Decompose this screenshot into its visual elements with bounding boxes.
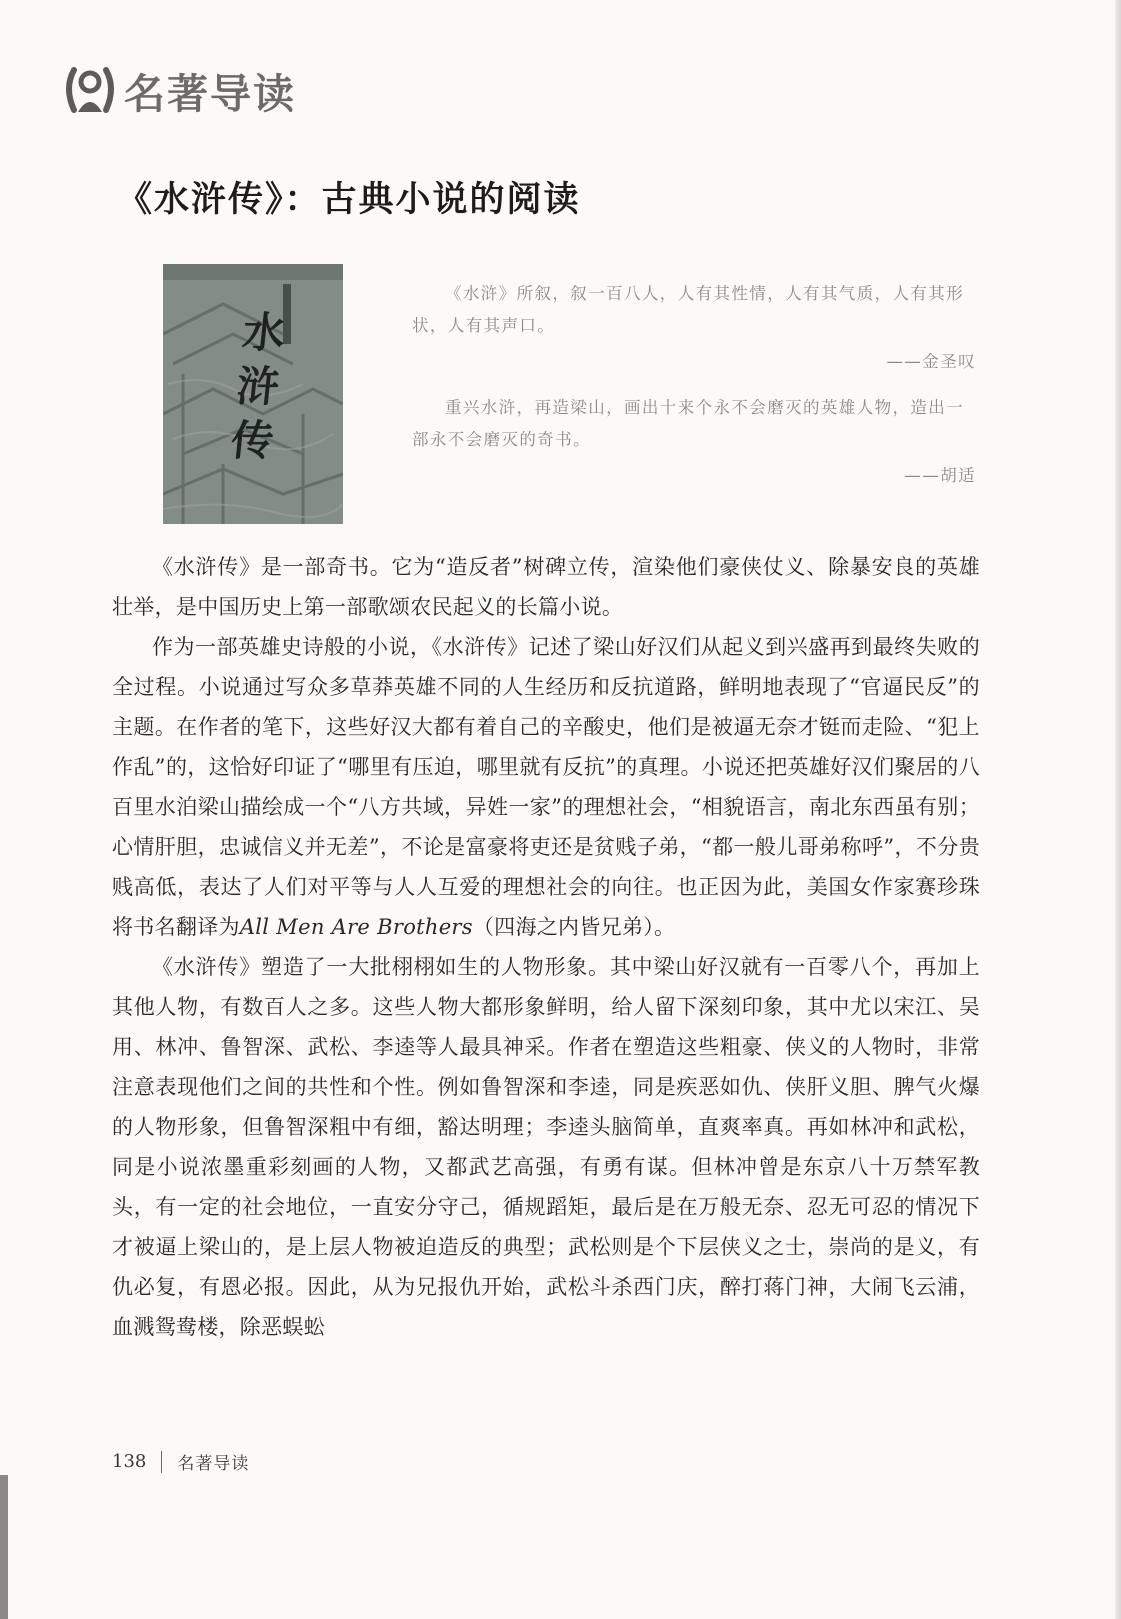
footer-divider <box>161 1451 162 1473</box>
paragraph-text: （四海之内皆兄弟）。 <box>472 915 676 939</box>
reading-book-icon <box>60 62 120 118</box>
page-binding-shadow <box>0 1475 8 1619</box>
page-number: 138 <box>112 1451 147 1472</box>
body-text <box>112 547 980 1347</box>
paragraph: 《水浒传》是一部奇书。它为“造反者”树碑立传，渲染他们豪侠仗义、除暴安良的英雄壮举，是中国历史上第一部歌颂农民起义的长篇小说。 <box>112 555 980 619</box>
paragraph: 《水浒传》塑造了一大批栩栩如生的人物形象。其中梁山好汉就有一百零八个，再加上其他人物，有数百人之多。这些人物大都形象鲜明，给人留下深刻印象，其中尤以宋江、吴用、林冲、鲁智深、武松、李逵等人最具神采。作者在塑造这些粗豪、侠义的人物时，非常注意表现他们之间的共性和个性。例如鲁智深和李逵，同是疾恶如仇、侠肝义胆、脾气火爆的人物形象，但鲁智深粗中有细，豁达明理；李逵头脑简单，直爽率真。再如林冲和武松，同是小说浓墨重彩刻画的人物，又都武艺高强，有勇有谋。但林冲曾是东京八十万禁军教头，有一定的社会地位，一直安分守己，循规蹈矩，最后是在万般无奈、忍无可忍的情况下才被逼上梁山的，是上层人物被迫造反的典型；武松则是个下层侠义之士，崇尚的是义，有仇必复，有恩必报。因此，从为兄报仇开始，武松斗杀西门庆，醉打蒋门神，大闹飞云浦，血溅鸳鸯楼，除恶蜈蚣 <box>112 955 980 1339</box>
page-edge-shadow <box>1115 0 1121 1619</box>
quote-text: 《水浒》所叙，叙一百八人，人有其性情，人有其气质，人有其形状，人有其声口。 <box>412 284 965 335</box>
quote-block <box>412 278 980 378</box>
epigraph-quotes <box>412 278 980 492</box>
footer-section-name: 名著导读 <box>177 1454 250 1474</box>
book-cover-illustration <box>163 264 343 524</box>
quote-text: 重兴水浒，再造梁山，画出十来个永不会磨灭的英雄人物，造出一部永不会磨灭的奇书。 <box>412 398 965 449</box>
paragraph <box>112 627 980 947</box>
cover-title: 水浒传 <box>228 308 288 465</box>
section-name: 名著导读 <box>124 69 296 118</box>
page-title: 《水浒传》：古典小说的阅读 <box>117 179 581 220</box>
paragraph-text: 作为一部英雄史诗般的小说，《水浒传》记述了梁山好汉们从起义到兴盛再到最终失败的全过程。小说通过写众多草莽英雄不同的人生经历和反抗道路，鲜明地表现了“官逼民反”的主题。在作者的笔下，这些好汉大都有着自己的辛酸史，他们是被逼无奈才铤而走险、“犯上作乱”的，这恰好印证了“哪里有压迫，哪里就有反抗”的真理。小说还把英雄好汉们聚居的八百里水泊梁山描绘成一个“八方共域，异姓一家”的理想社会，“相貌语言，南北东西虽有别；心情肝胆，忠诚信义并无差”，不论是富豪将吏还是贫贱子弟，“都一般儿哥弟称呼”，不分贵贱高低，表达了人们对平等与人人互爱的理想社会的向往。也正因为此，美国女作家赛珍珠将书名翻译为 <box>112 635 980 939</box>
quote-author: ——金圣叹 <box>886 352 976 371</box>
section-header <box>60 60 296 120</box>
quote-block <box>412 392 980 492</box>
quote-author: ——胡适 <box>904 466 976 485</box>
page-footer <box>112 1449 249 1474</box>
english-book-title: All Men Are Brothers <box>239 915 473 939</box>
